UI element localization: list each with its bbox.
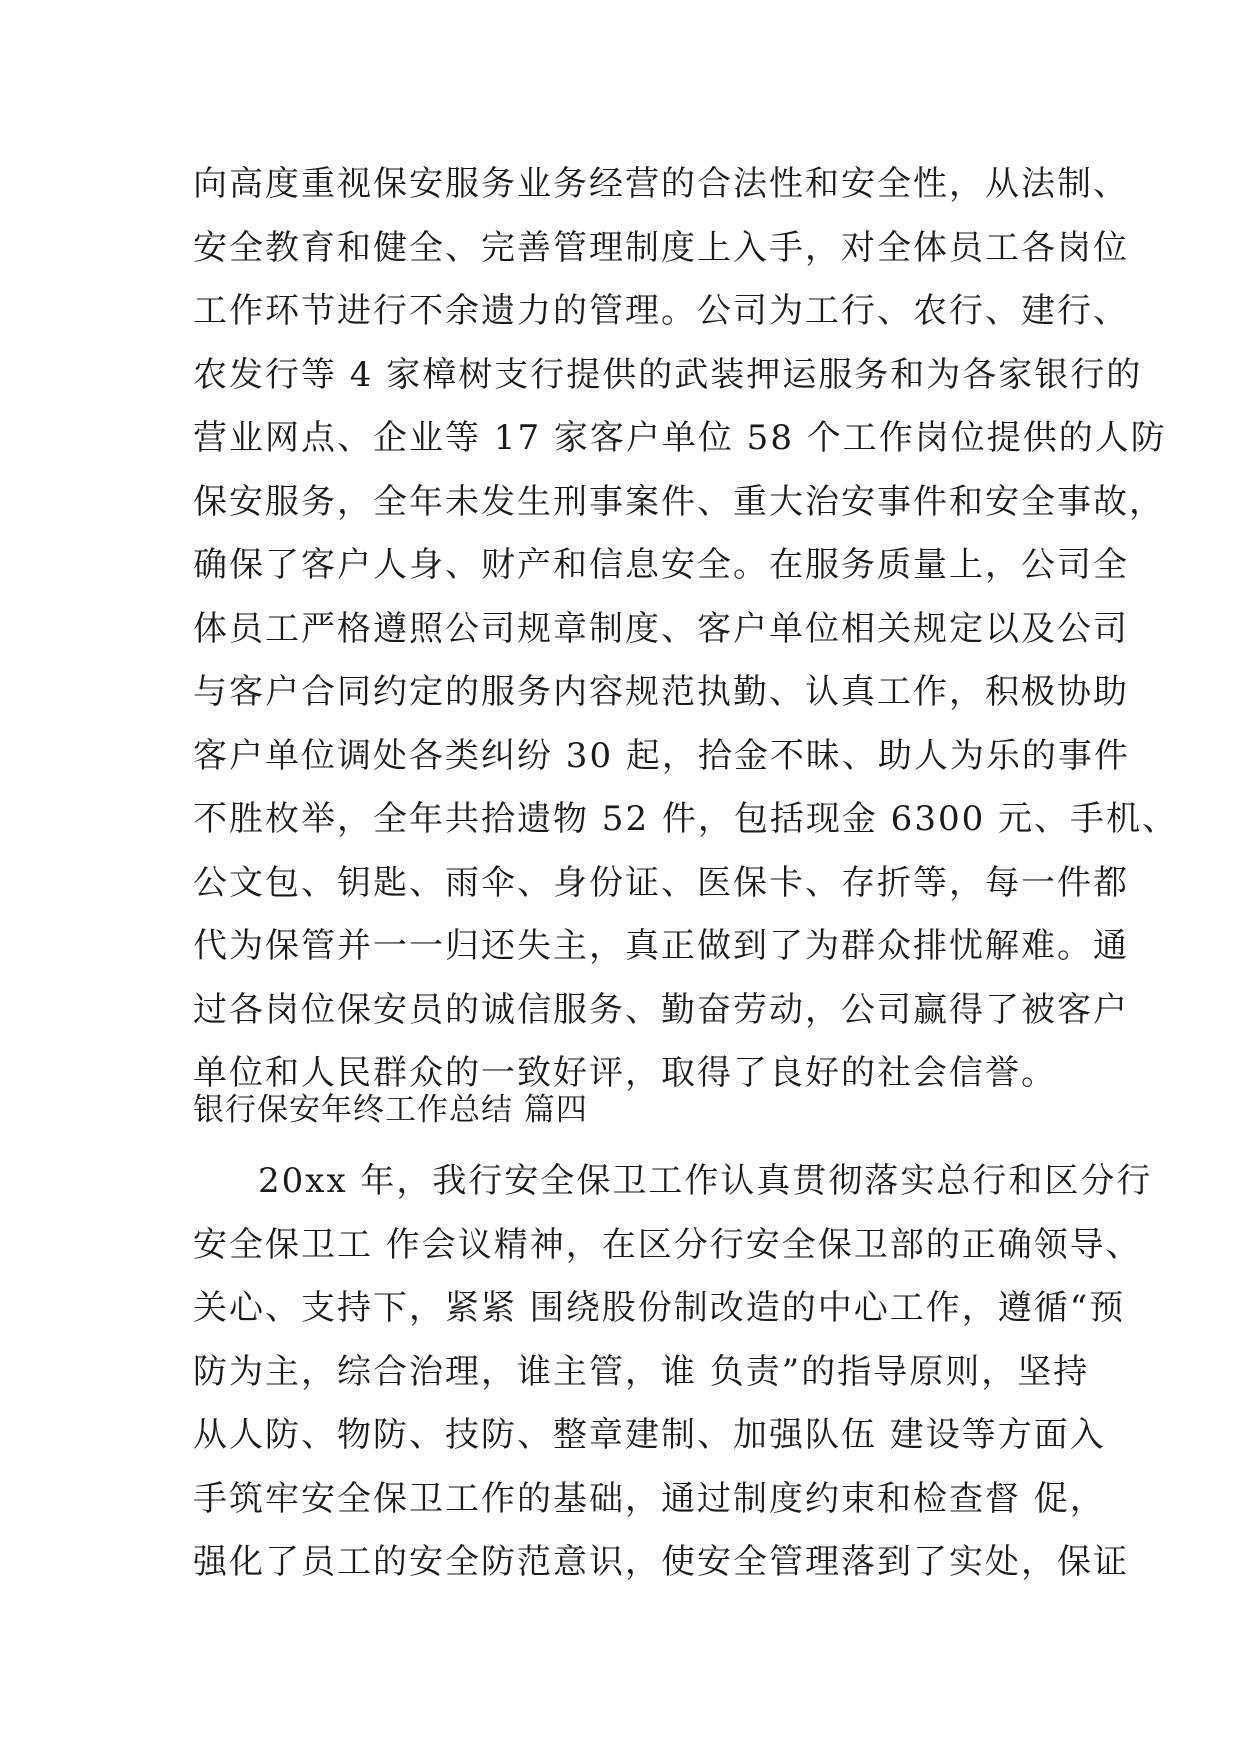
paragraph-line: 单位和人民群众的一致好评，取得了良好的社会信誉。 [193, 1053, 1057, 1093]
paragraph-line: 代为保管并一一归还失主，真正做到了为群众排忧解难。通 [193, 926, 1129, 966]
paragraph-1 [193, 153, 1179, 1106]
paragraph-line: 农发行等 4 家樟树支行提供的武装押运服务和为各家银行的 [193, 354, 1143, 395]
section-heading: 银行保安年终工作总结 篇四 [193, 1092, 588, 1128]
paragraph-line: 防为主，综合治理，谁主管，谁 负责”的指导原则，坚持 [193, 1351, 1090, 1392]
paragraph-line: 手筑牢安全保卫工作的基础，通过制度约束和检查督 促， [193, 1478, 1106, 1519]
paragraph-line: 向高度重视保安服务业务经营的合法性和安全性，从法制、 [193, 164, 1129, 204]
paragraph-line: 强化了员工的安全防范意识，使安全管理落到了实处，保证 [193, 1542, 1129, 1582]
paragraph-line: 关心、支持下，紧紧 围绕股份制改造的中心工作，遵循“预 [193, 1288, 1126, 1328]
paragraph-line: 20xx 年，我行安全保卫工作认真贯彻落实总行和区分行 [258, 1161, 1153, 1201]
paragraph-line: 公文包、钥匙、雨伞、身份证、医保卡、存折等，每一件都 [193, 862, 1129, 903]
paragraph-line: 客户单位调处各类纠纷 30 起，拾金不昧、助人为乐的事件 [193, 735, 1130, 776]
paragraph-line: 工作环节进行不余遗力的管理。公司为工行、农行、建行、 [193, 291, 1129, 331]
paragraph-line: 与客户合同约定的服务内容规范执勤、认真工作，积极协助 [193, 672, 1129, 712]
paragraph-line: 保安服务，全年未发生刑事案件、重大治安事件和安全事故， [193, 481, 1165, 522]
paragraph-line: 体员工严格遵照公司规章制度、客户单位相关规定以及公司 [193, 608, 1129, 649]
paragraph-line: 安全教育和健全、完善管理制度上入手，对全体员工各岗位 [193, 227, 1129, 268]
paragraph-2 [193, 1150, 1153, 1595]
paragraph-line: 确保了客户人身、财产和信息安全。在服务质量上，公司全 [193, 545, 1129, 585]
paragraph-line: 不胜枚举，全年共拾遗物 52 件，包括现金 6300 元、手机、 [193, 799, 1179, 839]
paragraph-line: 过各岗位保安员的诚信服务、勤奋劳动，公司赢得了被客户 [193, 989, 1129, 1030]
paragraph-line: 从人防、物防、技防、整章建制、加强队伍 建设等方面入 [193, 1415, 1106, 1455]
paragraph-line: 营业网点、企业等 17 家客户单位 58 个工作岗位提供的人防 [193, 418, 1167, 458]
paragraph-line: 安全保卫工 作会议精神，在区分行安全保卫部的正确领导、 [193, 1224, 1142, 1265]
